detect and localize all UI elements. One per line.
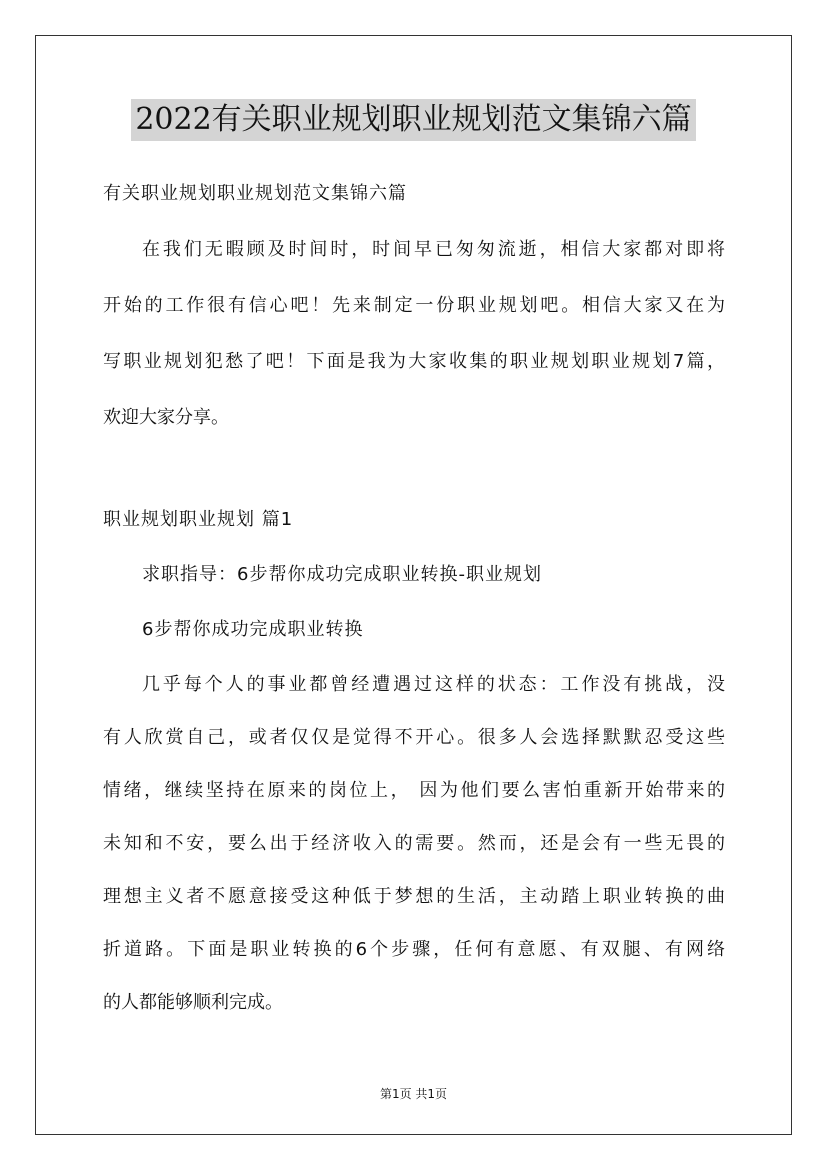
body-line: 几乎每个人的事业都曾经遭遇过这样的状态：工作没有挑战，没 xyxy=(142,674,725,695)
page-footer xyxy=(0,1085,827,1102)
body-line: 理想主义者不愿意接受这种低于梦想的生活，主动踏上职业转换的曲 xyxy=(103,886,725,907)
section-heading: 职业规划职业规划 篇1 xyxy=(103,509,294,530)
steps-line: 6步帮你成功完成职业转换 xyxy=(142,619,364,640)
document-title: 2022有关职业规划职业规划范文集锦六篇 xyxy=(131,99,695,141)
document-subtitle: 有关职业规划职业规划范文集锦六篇 xyxy=(103,183,407,204)
intro-line: 在我们无暇顾及时间时，时间早已匆匆流逝，相信大家都对即将 xyxy=(142,239,725,260)
body-line: 有人欣赏自己，或者仅仅是觉得不开心。很多人会选择默默忍受这些 xyxy=(103,727,725,748)
intro-line: 欢迎大家分享。 xyxy=(103,407,229,428)
guide-line: 求职指导：6步帮你成功完成职业转换-职业规划 xyxy=(142,564,542,585)
body-line: 未知和不安，要么出于经济收入的需要。然而，还是会有一些无畏的 xyxy=(103,833,725,854)
intro-line: 开始的工作很有信心吧！先来制定一份职业规划吧。相信大家又在为 xyxy=(103,295,725,316)
page-number-label: 第1页 共1页 xyxy=(379,1087,448,1101)
body-line: 的人都能够顺利完成。 xyxy=(103,992,283,1013)
body-line: 情绪，继续坚持在原来的岗位上， 因为他们要么害怕重新开始带来的 xyxy=(103,780,725,801)
body-line: 折道路。下面是职业转换的6个步骤，任何有意愿、有双腿、有网络 xyxy=(103,939,725,960)
title-container xyxy=(0,99,827,141)
intro-line: 写职业规划犯愁了吧！下面是我为大家收集的职业规划职业规划7篇， xyxy=(103,351,725,372)
